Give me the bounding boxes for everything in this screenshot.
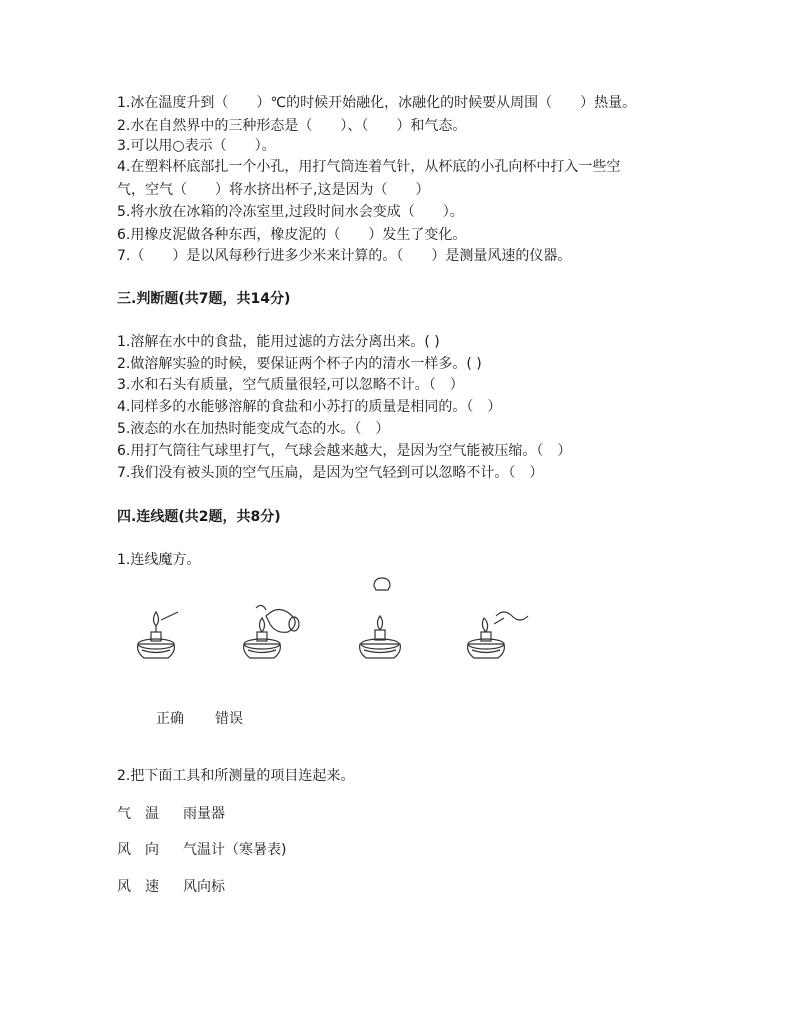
pair-left-2: 风 向: [117, 842, 159, 858]
matching-q2-title: 2.把下面工具和所测量的项目连起来。: [117, 768, 355, 784]
judgement-item-5: 5.液态的水在加热时能变成气态的水。（ ）: [117, 421, 390, 437]
fill-blank-3: 3.可以用○表示（ ）。: [117, 138, 276, 154]
section-heading-judgement: 三.判断题(共7题，共14分): [117, 291, 291, 307]
alcohol-lamp-1-icon: [128, 600, 188, 664]
pair-right-1: 雨量器: [183, 806, 225, 822]
alcohol-lamp-2-icon: [236, 592, 306, 664]
label-correct: 正确: [156, 711, 184, 727]
judgement-item-3: 3.水和石头有质量，空气质量很轻,可以忽略不计。（ ）: [117, 377, 464, 393]
fill-blank-6: 6.用橡皮泥做各种东西，橡皮泥的（ ）发生了变化。: [117, 227, 467, 243]
judgement-item-7: 7.我们没有被头顶的空气压扁，是因为空气轻到可以忽略不计。（ ）: [117, 465, 544, 481]
fill-blank-1: 1.冰在温度升到（ ）℃的时候开始融化，冰融化的时候要从周围（ ）热量。: [117, 95, 637, 111]
matching-q1-title: 1.连线魔方。: [117, 552, 201, 568]
alcohol-lamp-figures: [128, 588, 528, 668]
alcohol-lamp-3-icon: [352, 574, 412, 664]
pair-left-3: 风 速: [117, 879, 159, 895]
judgement-item-6: 6.用打气筒往气球里打气，气球会越来越大，是因为空气能被压缩。（ ）: [117, 443, 572, 459]
matching-pair-3: [117, 877, 225, 897]
judgement-item-1: 1.溶解在水中的食盐，能用过滤的方法分离出来。( ): [117, 334, 440, 350]
pair-left-1: 气 温: [117, 806, 159, 822]
fill-blank-4-cont: 气，空气（ ）将水挤出杯子,这是因为（ ）: [117, 182, 430, 198]
section-heading-matching: 四.连线题(共2题，共8分): [117, 509, 281, 525]
fill-blank-4: 4.在塑料杯底部扎一个小孔，用打气筒连着气针，从杯底的小孔向杯中打入一些空: [117, 159, 621, 175]
matching-pair-2: [117, 840, 286, 860]
alcohol-lamp-4-icon: [460, 594, 532, 664]
pair-right-2: 气温计（寒暑表): [183, 842, 287, 858]
matching-pair-1: [117, 804, 225, 824]
judgement-item-2: 2.做溶解实验的时候，要保证两个杯子内的清水一样多。( ): [117, 356, 482, 372]
fill-blank-2: 2.水在自然界中的三种形态是（ ）、（ ）和气态。: [117, 118, 467, 134]
judgement-item-4: 4.同样多的水能够溶解的食盐和小苏打的质量是相同的。（ ）: [117, 399, 502, 415]
pair-right-3: 风向标: [183, 879, 225, 895]
fill-blank-5: 5.将水放在冰箱的冷冻室里,过段时间水会变成（ ）。: [117, 204, 464, 220]
fill-blank-7: 7.（ ）是以风每秒行进多少米来计算的。（ ）是测量风速的仪器。: [117, 248, 572, 264]
label-wrong: 错误: [215, 711, 243, 727]
